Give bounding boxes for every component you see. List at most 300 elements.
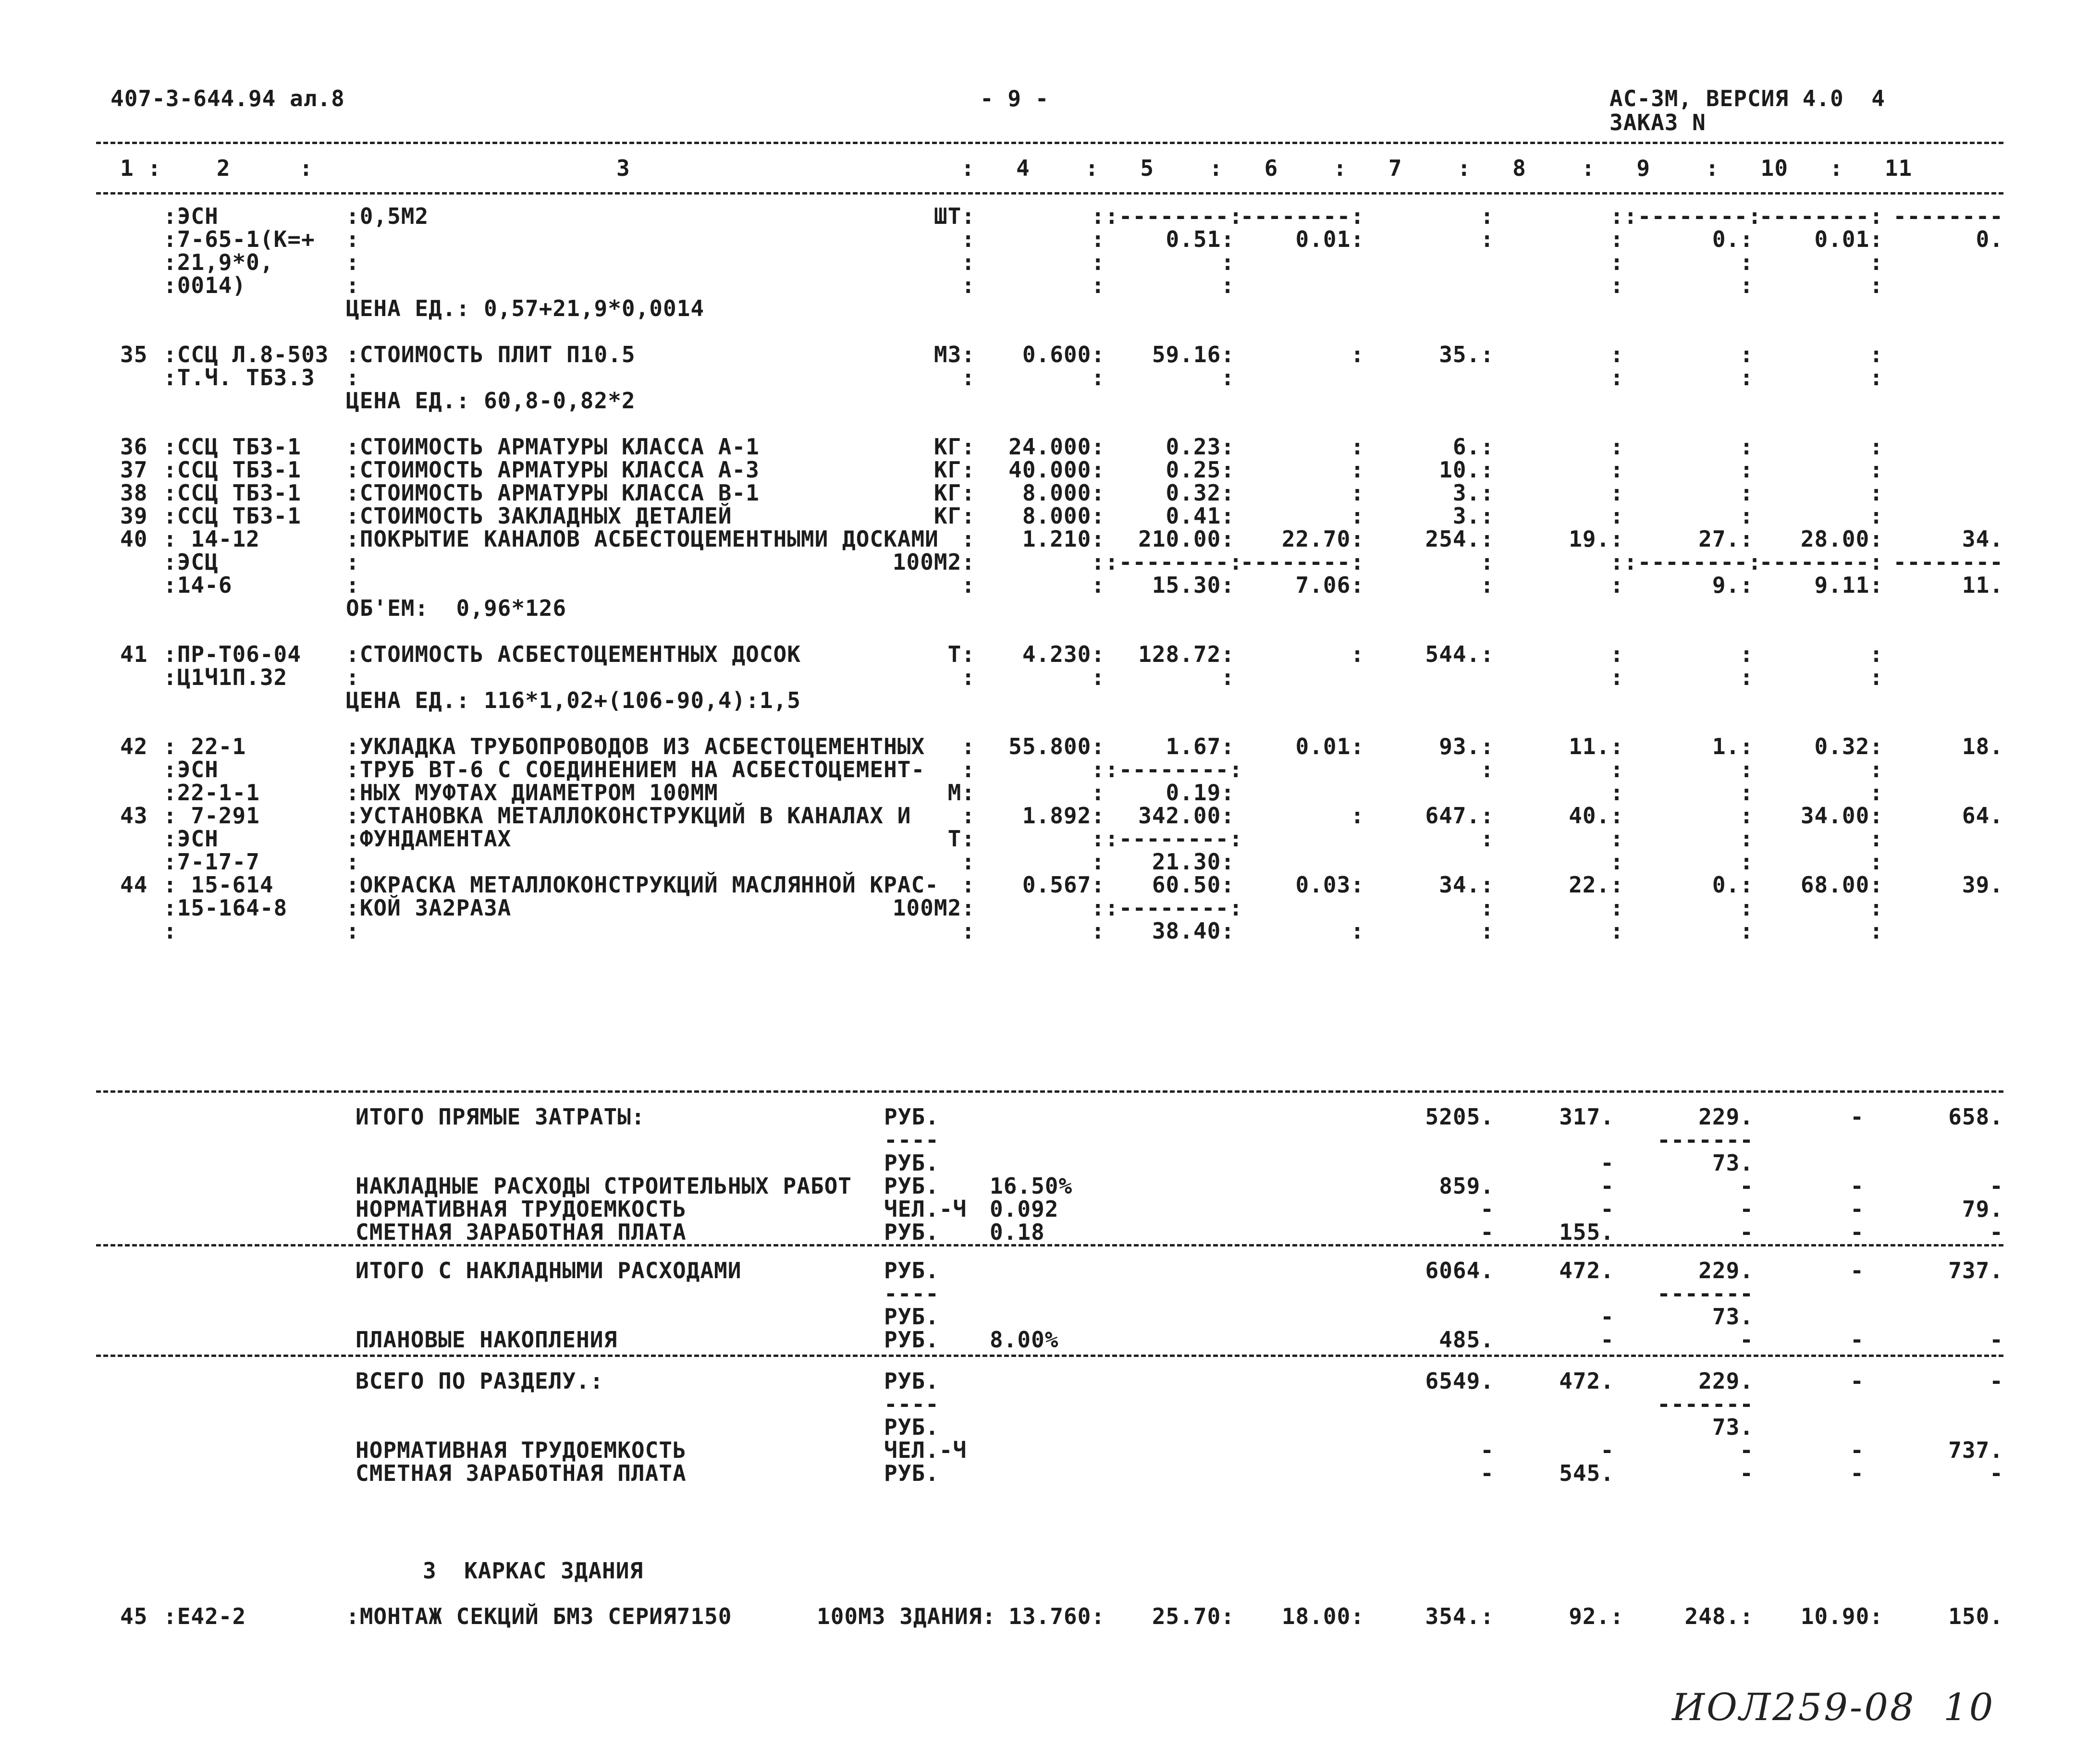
cell-c2: :7-17-7	[163, 849, 260, 875]
cell-c4: :	[1091, 757, 1105, 782]
cell-c7: 254.:	[1425, 526, 1494, 552]
summary-c9: 229.	[1698, 1104, 1754, 1130]
cell-c7: 544.:	[1425, 641, 1494, 667]
summary-c11: -	[1989, 1460, 2003, 1486]
program-version: АС-3М, ВЕРСИЯ 4.0 4	[1609, 86, 1885, 111]
cell-c7: :	[1480, 572, 1494, 598]
cell-c4: :	[1091, 249, 1105, 275]
cell-c3: :НЫХ МУФТАХ ДИАМЕТРОМ 100ММ	[346, 780, 718, 806]
cell-c9: :	[1740, 272, 1754, 298]
cell-c4: :	[1091, 895, 1105, 921]
cell-c2: :ЭСН	[163, 203, 219, 229]
summary-c7: -	[1480, 1437, 1494, 1463]
summary-c7: -	[1480, 1196, 1494, 1222]
cell-c9: :	[1740, 757, 1754, 782]
summary-unit: РУБ.	[884, 1304, 939, 1330]
section-cell-c9: 248.:	[1684, 1603, 1754, 1629]
cell-c4: :	[1091, 226, 1105, 252]
cell-unit: :	[961, 849, 975, 875]
cell-c10: :	[1869, 757, 1883, 782]
cell-c3: :ПОКРЫТИЕ КАНАЛОВ АСБЕСТОЦЕМЕНТНЫМИ ДОСКАМИ	[346, 526, 939, 552]
cell-c6: :	[1351, 434, 1364, 460]
cell-c2: :ССЦ ТБЗ-1	[163, 434, 301, 460]
cell-c8: :	[1610, 549, 1624, 575]
cell-c2: :7-65-1(К=+	[163, 226, 315, 252]
summary-pct: 0.18	[990, 1219, 1045, 1245]
cell-unit: КГ:	[933, 503, 975, 529]
cell-c6: :	[1351, 342, 1364, 367]
cell-c2: :ССЦ ТБЗ-1	[163, 503, 301, 529]
cell-c6: --------:	[1240, 549, 1364, 575]
cell-c5: :--------:	[1105, 757, 1243, 782]
cell-c7: 6.:	[1452, 434, 1494, 460]
cell-c3: :СТОИМОСТЬ АРМАТУРЫ КЛАССА А-1	[346, 434, 760, 460]
cell-c4: 0.567:	[1022, 872, 1105, 898]
summary-divider	[96, 1090, 2003, 1093]
cell-c8: 19.:	[1569, 526, 1624, 552]
cell-c9: :	[1740, 434, 1754, 460]
section-title: 3 КАРКАС ЗДАНИЯ	[423, 1558, 644, 1584]
cell-c6: :	[1351, 641, 1364, 667]
cell-c4: 8.000:	[1022, 480, 1105, 506]
cell-c2: :Ц1Ч1П.32	[163, 664, 288, 690]
cell-c8: :	[1610, 826, 1624, 852]
cell-c9: 0.:	[1712, 226, 1754, 252]
cell-unit: ШТ:	[933, 203, 975, 229]
cell-c1: 35	[120, 342, 148, 367]
cell-c9: :	[1740, 826, 1754, 852]
cell-c3: :	[346, 226, 360, 252]
summary-c10: -	[1850, 1437, 1864, 1463]
section-cell-c3: :МОНТАЖ СЕКЦИЙ БМЗ СЕРИЯ7150	[346, 1603, 732, 1629]
cell-c4: 4.230:	[1022, 641, 1105, 667]
cell-c3: :УСТАНОВКА МЕТАЛЛОКОНСТРУКЦИЙ В КАНАЛАХ И	[346, 803, 911, 829]
cell-c11: 64.	[1962, 803, 2003, 829]
cell-c2: :21,9*0,	[163, 249, 274, 275]
cell-c5: 21.30:	[1152, 849, 1235, 875]
cell-c3: ЦЕНА ЕД.: 116*1,02+(106-90,4):1,5	[346, 687, 801, 713]
cell-c7: 34.:	[1439, 872, 1494, 898]
summary-unit: РУБ.	[884, 1327, 939, 1353]
cell-c9: :	[1740, 895, 1754, 921]
cell-c5: 38.40:	[1152, 918, 1235, 944]
cell-c6: --------:	[1240, 203, 1364, 229]
summary-c7: 485.	[1439, 1327, 1494, 1353]
cell-c9: :--------:	[1624, 549, 1762, 575]
cell-c7: :	[1480, 549, 1494, 575]
section-cell-c7: 354.:	[1425, 1603, 1494, 1629]
cell-c11: --------	[1893, 203, 2003, 229]
column-numbers-header: 1 : 2 : 3 : 4 : 5 : 6 : 7 : 8 : 9 : 10 : 11	[120, 155, 1913, 181]
cell-c8: :	[1610, 480, 1624, 506]
cell-c3: :СТОИМОСТЬ АРМАТУРЫ КЛАССА В-1	[346, 480, 760, 506]
summary-c8: -	[1600, 1196, 1614, 1222]
summary-unit: РУБ.	[884, 1258, 939, 1283]
cell-c7: :	[1480, 895, 1494, 921]
cell-c2: :0014)	[163, 272, 246, 298]
cell-c10: 28.00:	[1800, 526, 1883, 552]
summary-unit: ----	[884, 1127, 939, 1153]
cell-c7: 93.:	[1439, 733, 1494, 759]
cell-c3: :	[346, 249, 360, 275]
cell-c10: 0.32:	[1814, 733, 1883, 759]
cell-c10: 9.11:	[1814, 572, 1883, 598]
cell-c9: 27.:	[1698, 526, 1754, 552]
cell-c11: --------	[1893, 549, 2003, 575]
cell-c4: 24.000:	[1008, 434, 1105, 460]
cell-c8: :	[1610, 272, 1624, 298]
cell-c3: ЦЕНА ЕД.: 60,8-0,82*2	[346, 388, 636, 414]
cell-c9: :--------:	[1624, 203, 1762, 229]
cell-unit: КГ:	[933, 457, 975, 483]
document-code: 407-3-644.94 ал.8	[111, 86, 345, 111]
cell-c3: :	[346, 272, 360, 298]
cell-c7: 35.:	[1439, 342, 1494, 367]
cell-c8: :	[1610, 895, 1624, 921]
cell-c8: :	[1610, 203, 1624, 229]
header-rule-top	[96, 142, 2003, 144]
cell-c9: 9.:	[1712, 572, 1754, 598]
cell-unit: :	[961, 918, 975, 944]
cell-c3: :УКЛАДКА ТРУБОПРОВОДОВ ИЗ АСБЕСТОЦЕМЕНТНЫХ	[346, 733, 925, 759]
cell-unit: М:	[947, 780, 975, 806]
summary-c9: 73.	[1712, 1414, 1754, 1440]
summary-unit: РУБ.	[884, 1414, 939, 1440]
cell-c5: :	[1221, 249, 1235, 275]
cell-c9: :	[1740, 503, 1754, 529]
cell-c8: :	[1610, 249, 1624, 275]
cell-c8: :	[1610, 457, 1624, 483]
cell-c2: :15-164-8	[163, 895, 288, 921]
cell-c10: :	[1869, 849, 1883, 875]
summary-label: ВСЕГО ПО РАЗДЕЛУ.:	[356, 1368, 604, 1394]
summary-c9: -	[1740, 1327, 1754, 1353]
cell-c11: 0.	[1976, 226, 2003, 252]
cell-c7: :	[1480, 826, 1494, 852]
section-cell-c1: 45	[120, 1603, 148, 1629]
cell-c8: :	[1610, 342, 1624, 367]
section-cell-c10: 10.90:	[1800, 1603, 1883, 1629]
summary-label: СМЕТНАЯ ЗАРАБОТНАЯ ПЛАТА	[356, 1219, 687, 1245]
cell-c4: :	[1091, 203, 1105, 229]
cell-c6: :	[1351, 457, 1364, 483]
summary-c10: -	[1850, 1196, 1864, 1222]
cell-c10: 68.00:	[1800, 872, 1883, 898]
cell-c3: :	[346, 664, 360, 690]
cell-c4: :	[1091, 572, 1105, 598]
cell-c3: :ТРУБ ВТ-6 С СОЕДИНЕНИЕМ НА АСБЕСТОЦЕМЕНТ-	[346, 757, 925, 782]
summary-c10: -	[1850, 1104, 1864, 1130]
cell-c3: :	[346, 572, 360, 598]
summary-c7: 6064.	[1425, 1258, 1494, 1283]
summary-c11: -	[1989, 1173, 2003, 1199]
summary-unit: РУБ.	[884, 1150, 939, 1176]
cell-c6: 7.06:	[1295, 572, 1364, 598]
summary-c11: 79.	[1962, 1196, 2003, 1222]
cell-c2: :14-6	[163, 572, 233, 598]
summary-c7: 5205.	[1425, 1104, 1494, 1130]
summary-c9: -------	[1657, 1127, 1754, 1153]
cell-c2: :Т.Ч. ТБЗ.3	[163, 365, 315, 391]
cell-c8: :	[1610, 780, 1624, 806]
cell-c8: :	[1610, 641, 1624, 667]
section-cell-c2: :Е42-2	[163, 1603, 246, 1629]
cell-c6: :	[1351, 480, 1364, 506]
cell-c2: :ПР-Т06-04	[163, 641, 301, 667]
cell-c8: 11.:	[1569, 733, 1624, 759]
cell-c1: 37	[120, 457, 148, 483]
summary-c9: 229.	[1698, 1368, 1754, 1394]
cell-c5: :	[1221, 365, 1235, 391]
cell-c10: :	[1869, 780, 1883, 806]
cell-c5: 1.67:	[1166, 733, 1235, 759]
summary-label: ИТОГО С НАКЛАДНЫМИ РАСХОДАМИ	[356, 1258, 742, 1283]
cell-c1: 44	[120, 872, 148, 898]
cell-unit: Т:	[947, 641, 975, 667]
cell-c4: :	[1091, 549, 1105, 575]
summary-label: ИТОГО ПРЯМЫЕ ЗАТРАТЫ:	[356, 1104, 645, 1130]
cell-c9: 1.:	[1712, 733, 1754, 759]
cell-c2: :ЭСН	[163, 757, 219, 782]
summary-unit: РУБ.	[884, 1104, 939, 1130]
cell-c1: 40	[120, 526, 148, 552]
cell-c6: :	[1351, 503, 1364, 529]
cell-c8: :	[1610, 664, 1624, 690]
cell-c3: :СТОИМОСТЬ АСБЕСТОЦЕМЕНТНЫХ ДОСОК	[346, 641, 801, 667]
cell-c10: :	[1869, 895, 1883, 921]
cell-c2: :22-1-1	[163, 780, 260, 806]
cell-c8: :	[1610, 226, 1624, 252]
summary-divider	[96, 1355, 2003, 1357]
cell-unit: :	[961, 365, 975, 391]
cell-c3: ОБ'ЕМ: 0,96*126	[346, 595, 567, 621]
cell-unit: 100М2:	[892, 549, 975, 575]
cell-c3: :0,5М2	[346, 203, 429, 229]
cell-c2: :	[163, 918, 177, 944]
summary-c8: 472.	[1559, 1368, 1614, 1394]
summary-c9: -	[1740, 1437, 1754, 1463]
summary-unit: РУБ.	[884, 1460, 939, 1486]
cell-c9: :	[1740, 780, 1754, 806]
cell-c11: 11.	[1962, 572, 2003, 598]
cell-c1: 43	[120, 803, 148, 829]
cell-c5: 59.16:	[1152, 342, 1235, 367]
section-cell-c5: 25.70:	[1152, 1603, 1235, 1629]
section-cell-c6: 18.00:	[1281, 1603, 1364, 1629]
summary-c9: 73.	[1712, 1304, 1754, 1330]
summary-c10: -	[1850, 1327, 1864, 1353]
cell-c7: :	[1480, 203, 1494, 229]
summary-c8: -	[1600, 1173, 1614, 1199]
summary-c10: -	[1850, 1460, 1864, 1486]
summary-c11: -	[1989, 1327, 2003, 1353]
summary-pct: 0.092	[990, 1196, 1059, 1222]
cell-c2: :ССЦ Л.8-503	[163, 342, 329, 367]
cell-c6: 22.70:	[1281, 526, 1364, 552]
summary-c11: 737.	[1948, 1437, 2003, 1463]
cell-c8: :	[1610, 365, 1624, 391]
cell-c10: :	[1869, 249, 1883, 275]
cell-unit: :	[961, 249, 975, 275]
cell-c1: 39	[120, 503, 148, 529]
cell-c3: :КОЙ ЗА2РАЗА	[346, 895, 512, 921]
cell-c8: :	[1610, 434, 1624, 460]
cell-c8: :	[1610, 503, 1624, 529]
summary-c8: -	[1600, 1437, 1614, 1463]
summary-c9: -------	[1657, 1391, 1754, 1417]
cell-c5: 0.51:	[1166, 226, 1235, 252]
summary-c8: 472.	[1559, 1258, 1614, 1283]
summary-c11: -	[1989, 1368, 2003, 1394]
cell-c3: :ОКРАСКА МЕТАЛЛОКОНСТРУКЦИЙ МАСЛЯННОЙ КРАС-	[346, 872, 939, 898]
cell-c9: :	[1740, 641, 1754, 667]
cell-c4: 0.600:	[1022, 342, 1105, 367]
cell-c8: :	[1610, 918, 1624, 944]
cell-c1: 36	[120, 434, 148, 460]
header-rule-bottom	[96, 192, 2003, 195]
cell-c10: :	[1869, 641, 1883, 667]
cell-c10: :	[1869, 826, 1883, 852]
cell-c7: 10.:	[1439, 457, 1494, 483]
cell-c5: 0.25:	[1166, 457, 1235, 483]
cell-c1: 42	[120, 733, 148, 759]
cell-c5: :--------:	[1105, 549, 1243, 575]
cell-c4: :	[1091, 826, 1105, 852]
cell-c9: :	[1740, 365, 1754, 391]
cell-unit: :	[961, 733, 975, 759]
cell-unit: 100М2:	[892, 895, 975, 921]
section-cell-c8: 92.:	[1569, 1603, 1624, 1629]
cell-unit: :	[961, 226, 975, 252]
cell-c6: 0.01:	[1295, 226, 1364, 252]
cell-c9: :	[1740, 664, 1754, 690]
cell-c9: :	[1740, 342, 1754, 367]
cell-c10: --------:	[1759, 549, 1883, 575]
cell-c5: 0.32:	[1166, 480, 1235, 506]
cell-c4: 1.892:	[1022, 803, 1105, 829]
cell-c9: :	[1740, 480, 1754, 506]
cell-c7: :	[1480, 226, 1494, 252]
cell-c5: 342.00:	[1138, 803, 1235, 829]
cell-c2: :ЭСЦ	[163, 549, 219, 575]
summary-c8: 317.	[1559, 1104, 1614, 1130]
summary-unit: ЧЕЛ.-Ч	[884, 1437, 967, 1463]
cell-c8: :	[1610, 849, 1624, 875]
cell-c5: 0.23:	[1166, 434, 1235, 460]
cell-c2: :ССЦ ТБЗ-1	[163, 457, 301, 483]
cell-c10: :	[1869, 664, 1883, 690]
cell-c5: :--------:	[1105, 895, 1243, 921]
summary-c9: -	[1740, 1173, 1754, 1199]
summary-c8: 545.	[1559, 1460, 1614, 1486]
summary-label: НОРМАТИВНАЯ ТРУДОЕМКОСТЬ	[356, 1196, 687, 1222]
cell-c5: :	[1221, 272, 1235, 298]
cell-c10: :	[1869, 918, 1883, 944]
cell-unit: :	[961, 757, 975, 782]
summary-c8: -	[1600, 1304, 1614, 1330]
cell-c3: :СТОИМОСТЬ ПЛИТ П10.5	[346, 342, 636, 367]
cell-c4: :	[1091, 365, 1105, 391]
cell-unit: :	[961, 872, 975, 898]
cell-c7: 3.:	[1452, 503, 1494, 529]
summary-c9: 73.	[1712, 1150, 1754, 1176]
cell-c3: :	[346, 918, 360, 944]
cell-c9: :	[1740, 249, 1754, 275]
summary-c7: 859.	[1439, 1173, 1494, 1199]
page-number: - 9 -	[980, 86, 1049, 111]
summary-c8: -	[1600, 1327, 1614, 1353]
cell-c4: :	[1091, 918, 1105, 944]
cell-c10: 34.00:	[1800, 803, 1883, 829]
cell-c8: :	[1610, 757, 1624, 782]
cell-c2: : 22-1	[163, 733, 246, 759]
cell-c4: 8.000:	[1022, 503, 1105, 529]
cell-c7: :	[1480, 757, 1494, 782]
cell-c10: --------:	[1759, 203, 1883, 229]
cell-c9: :	[1740, 803, 1754, 829]
cell-c6: :	[1351, 918, 1364, 944]
cell-c3: :	[346, 549, 360, 575]
cell-unit: КГ:	[933, 434, 975, 460]
section-cell-c4: 13.760:	[1008, 1603, 1105, 1629]
cell-unit: Т:	[947, 826, 975, 852]
section-cell-unit: 100М3 ЗДАНИЯ:	[817, 1603, 996, 1629]
cell-c5: 0.41:	[1166, 503, 1235, 529]
cell-c3: ЦЕНА ЕД.: 0,57+21,9*0,0014	[346, 295, 705, 321]
summary-c9: -	[1740, 1196, 1754, 1222]
summary-c9: -	[1740, 1219, 1754, 1245]
summary-unit: ----	[884, 1281, 939, 1307]
cell-c4: :	[1091, 780, 1105, 806]
summary-c9: -	[1740, 1460, 1754, 1486]
cell-c4: :	[1091, 664, 1105, 690]
cell-c9: 0.:	[1712, 872, 1754, 898]
cell-unit: КГ:	[933, 480, 975, 506]
cell-c11: 34.	[1962, 526, 2003, 552]
cell-c1: 41	[120, 641, 148, 667]
cell-c6: 0.01:	[1295, 733, 1364, 759]
cell-c5: 15.30:	[1152, 572, 1235, 598]
summary-label: СМЕТНАЯ ЗАРАБОТНАЯ ПЛАТА	[356, 1460, 687, 1486]
summary-c7: -	[1480, 1219, 1494, 1245]
cell-c4: 55.800:	[1008, 733, 1105, 759]
cell-c4: 1.210:	[1022, 526, 1105, 552]
cell-c4: 40.000:	[1008, 457, 1105, 483]
cell-c5: 128.72:	[1138, 641, 1235, 667]
summary-divider	[96, 1244, 2003, 1246]
cell-c5: 210.00:	[1138, 526, 1235, 552]
cell-c7: 3.:	[1452, 480, 1494, 506]
summary-c8: 155.	[1559, 1219, 1614, 1245]
cell-c5: 0.19:	[1166, 780, 1235, 806]
summary-unit: ----	[884, 1391, 939, 1417]
cell-unit: :	[961, 664, 975, 690]
summary-c7: -	[1480, 1460, 1494, 1486]
summary-c11: -	[1989, 1219, 2003, 1245]
cell-c9: :	[1740, 849, 1754, 875]
cell-unit: М3:	[933, 342, 975, 367]
summary-c9: -------	[1657, 1281, 1754, 1307]
cell-unit: :	[961, 272, 975, 298]
summary-pct: 16.50%	[990, 1173, 1073, 1199]
summary-c8: -	[1600, 1150, 1614, 1176]
cell-c9: :	[1740, 457, 1754, 483]
summary-c9: 229.	[1698, 1258, 1754, 1283]
cell-unit: :	[961, 526, 975, 552]
cell-c10: :	[1869, 342, 1883, 367]
summary-c7: 6549.	[1425, 1368, 1494, 1394]
cell-c10: :	[1869, 503, 1883, 529]
